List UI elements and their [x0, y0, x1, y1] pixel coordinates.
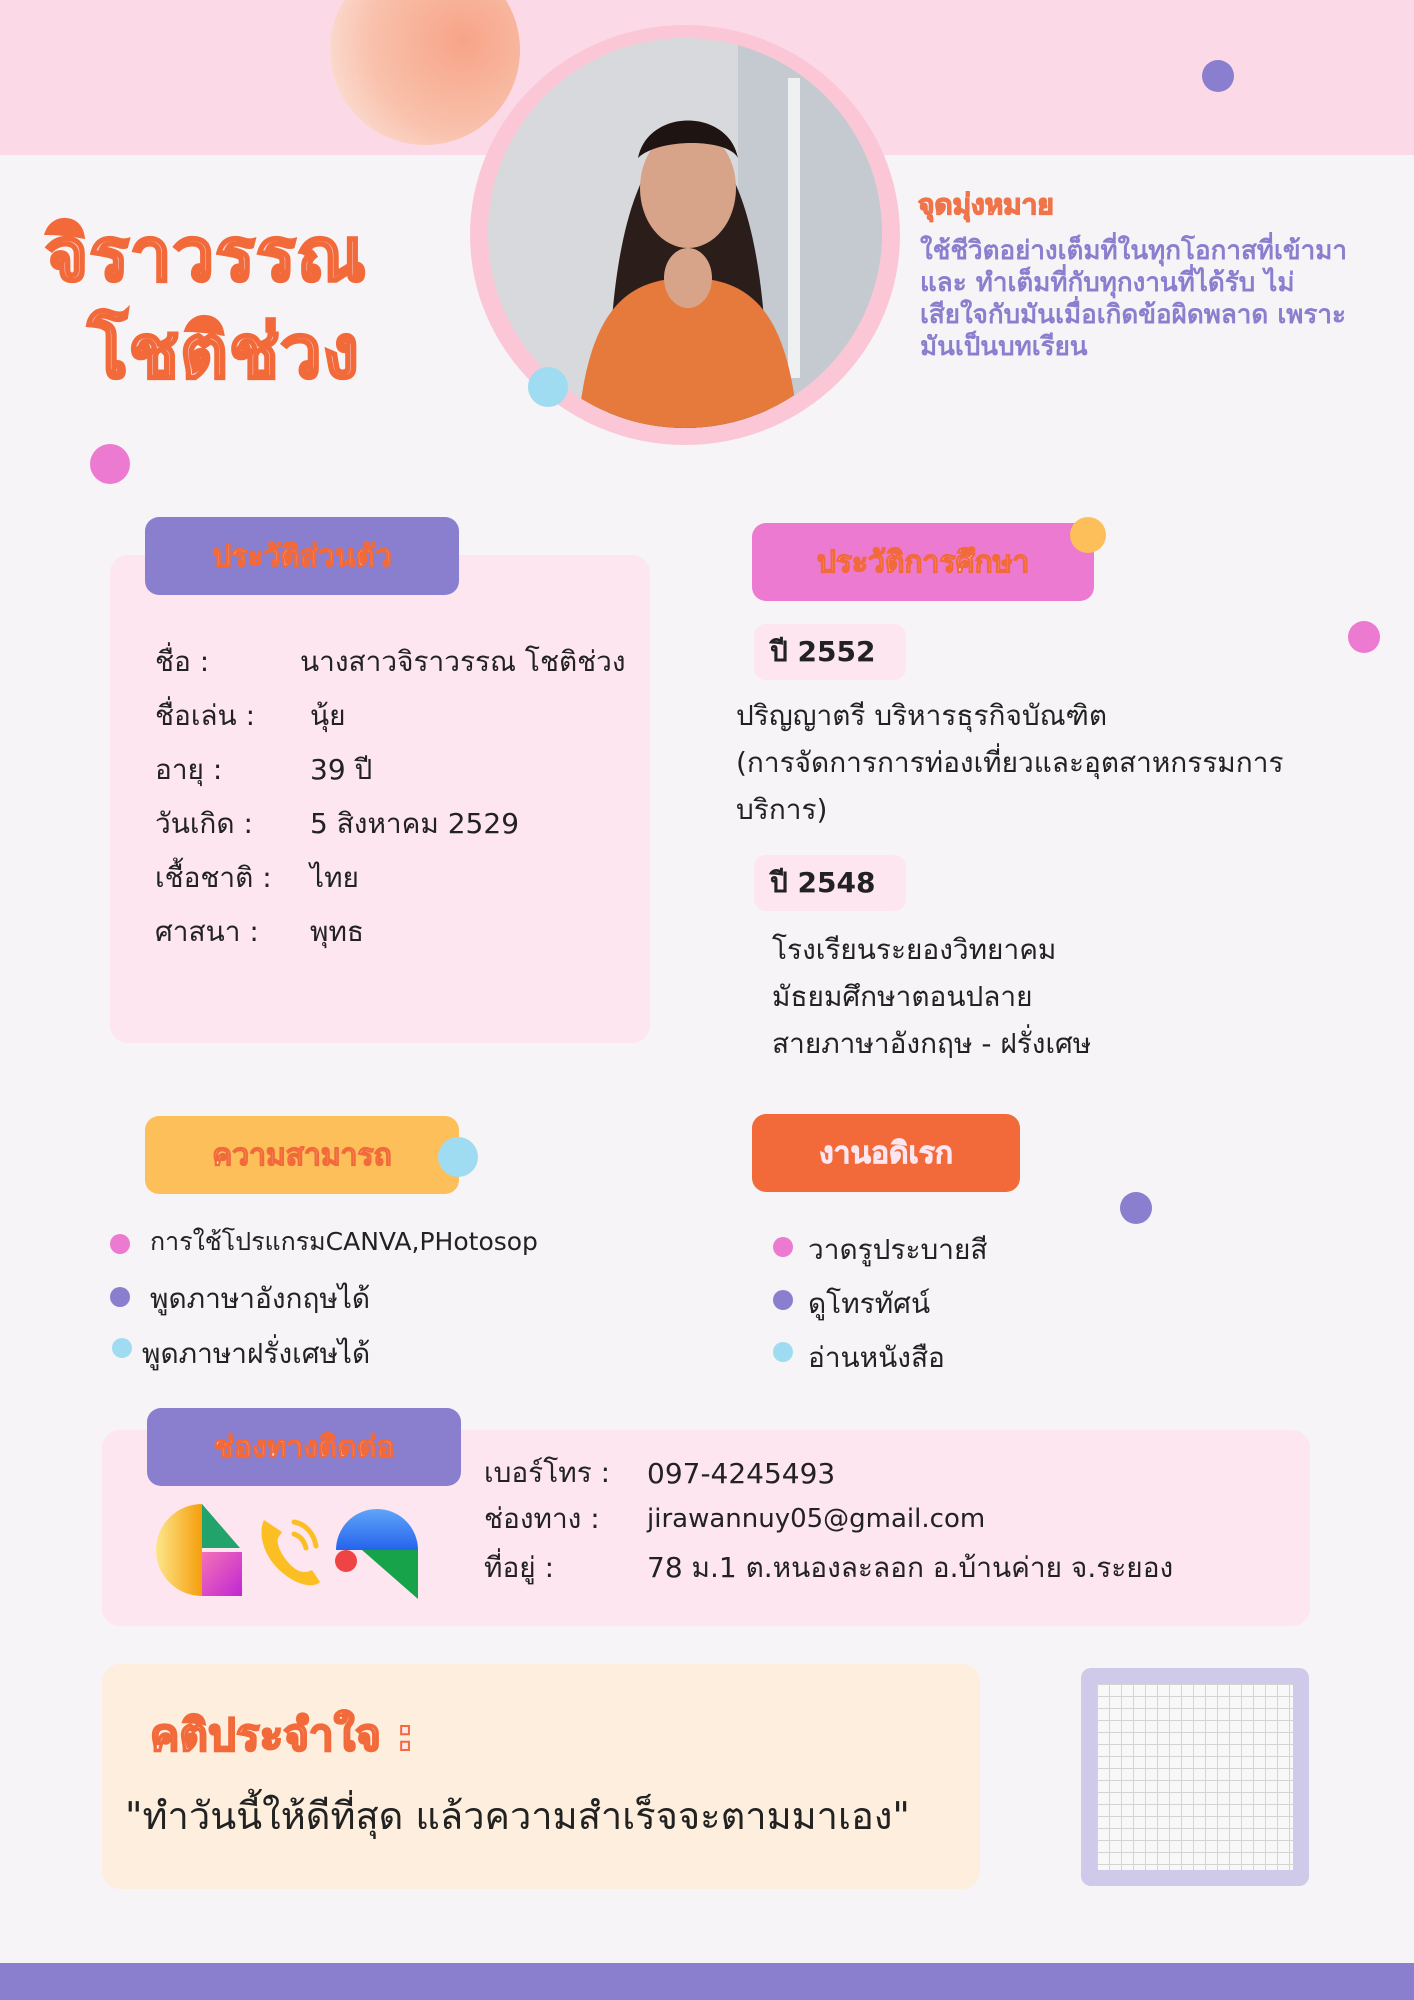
channel-label: ช่องทาง :: [484, 1502, 600, 1535]
blue-bullet: [773, 1342, 793, 1362]
hobbies-heading: [752, 1114, 1020, 1192]
email-value: jirawannuy05@gmail.com: [647, 1504, 986, 1534]
pink-bullet: [773, 1237, 793, 1257]
yellow-dot-decoration: [1070, 517, 1106, 553]
contact-row: [484, 1542, 1304, 1594]
education-line: (การจัดการการท่องเที่ยวและอุตสาหกรรมการ: [736, 746, 1284, 779]
personal-row: [155, 743, 655, 797]
chart-shapes-icon: [150, 1500, 244, 1600]
name-label: ชื่อ :: [155, 645, 210, 678]
pink-dot-decoration: [90, 444, 130, 484]
phone-icon: [254, 1512, 324, 1592]
contact-heading: [147, 1408, 461, 1486]
address-value: 78 ม.1 ต.หนองละลอก อ.บ้านค่าย จ.ระยอง: [647, 1551, 1174, 1584]
education-heading-label: ประวัติการศึกษา: [816, 544, 1030, 580]
contact-info-list: [484, 1450, 1304, 1594]
hobby-item: อ่านหนังสือ: [808, 1341, 945, 1374]
pink-dot-decoration: [1348, 621, 1380, 653]
skills-heading: [145, 1116, 459, 1194]
education-year: ปี 2552: [754, 624, 906, 680]
goal-text: ใช้ชีวิตอย่างเต็มที่ในทุกโอกาสที่เข้ามาและ ทำเต็มที่กับทุกงานที่ได้รับ ไม่เสียใจกับมันเมื่อเกิดข้อผิดพลาด เพราะมันเป็นบทเรียน: [920, 236, 1347, 362]
contact-heading-label: ช่องทางติดต่อ: [213, 1429, 395, 1465]
education-year: ปี 2548: [754, 855, 906, 911]
education-line: โรงเรียนระยองวิทยาคม: [772, 933, 1057, 966]
last-name: โชติช่วง: [88, 309, 360, 395]
personal-row: [155, 689, 655, 743]
purple-dot-decoration: [1202, 60, 1234, 92]
personal-row: [155, 851, 655, 905]
age-label: อายุ :: [155, 753, 223, 786]
religion-value: พุทธ: [310, 915, 365, 948]
nickname-label: ชื่อเล่น :: [155, 699, 256, 732]
bottom-band: [0, 1963, 1414, 2000]
age-value: 39 ปี: [310, 753, 373, 786]
hobby-item: วาดรูประบายสี: [808, 1233, 988, 1266]
map-pin-shapes-icon: [332, 1505, 422, 1600]
goal-title: จุดมุ่งหมาย: [918, 188, 1054, 221]
education-line: มัธยมศึกษาตอนปลาย: [772, 980, 1033, 1013]
blue-dot-decoration: [438, 1137, 478, 1177]
pink-bullet: [110, 1234, 130, 1254]
motto-text: "ทำวันนี้ให้ดีที่สุด แล้วความสำเร็จจะตามมาเอง": [125, 1794, 910, 1838]
phone-value: 097-4245493: [647, 1456, 836, 1490]
ethnicity-value: ไทย: [310, 861, 359, 894]
religion-label: ศาสนา :: [155, 915, 259, 948]
skill-item: พูดภาษาอังกฤษได้: [150, 1282, 371, 1315]
education-heading: [752, 523, 1094, 601]
personal-heading: [145, 517, 459, 595]
personal-row: [155, 797, 655, 851]
blue-bullet: [112, 1338, 132, 1358]
skill-item: พูดภาษาฝรั่งเศษได้: [142, 1337, 371, 1370]
purple-dot-decoration: [1120, 1192, 1152, 1224]
personal-row: [155, 635, 655, 689]
grid-paper: [1097, 1684, 1293, 1870]
birthday-value: 5 สิงหาคม 2529: [310, 807, 520, 840]
purple-bullet: [773, 1290, 793, 1310]
phone-label: เบอร์โทร :: [484, 1456, 611, 1489]
motto-title: คติประจำใจ :: [150, 1710, 414, 1761]
nickname-value: นุ้ย: [310, 699, 346, 732]
education-line: สายภาษาอังกฤษ - ฝรั่งเศษ: [772, 1027, 1092, 1060]
education-entry: [736, 692, 1376, 833]
contact-row: [484, 1496, 1304, 1542]
address-label: ที่อยู่ :: [484, 1551, 555, 1584]
hobbies-heading-label: งานอดิเรก: [818, 1135, 954, 1171]
motto-card: [102, 1664, 980, 1889]
personal-heading-label: ประวัติส่วนตัว: [212, 538, 392, 574]
contact-row: [484, 1450, 1304, 1496]
education-entry: [772, 926, 1372, 1067]
hobby-item: ดูโทรทัศน์: [808, 1287, 931, 1320]
personal-info-list: [155, 635, 655, 959]
skills-heading-label: ความสามารถ: [212, 1137, 392, 1173]
education-line: บริการ): [736, 793, 828, 826]
first-name: จิราวรรณ: [45, 212, 367, 298]
education-line: ปริญญาตรี บริหารธุรกิจบัณฑิต: [736, 699, 1108, 732]
personal-row: [155, 905, 655, 959]
blue-dot-decoration: [528, 367, 568, 407]
skill-item: การใช้โปรแกรมCANVA,PHotosop: [150, 1227, 538, 1256]
ethnicity-label: เชื้อชาติ :: [155, 861, 272, 894]
grid-paper-decoration: [1081, 1668, 1309, 1886]
name-value: นางสาวจิราวรรณ โชติช่วง: [300, 645, 626, 678]
purple-bullet: [110, 1287, 130, 1307]
birthday-label: วันเกิด :: [155, 807, 253, 840]
